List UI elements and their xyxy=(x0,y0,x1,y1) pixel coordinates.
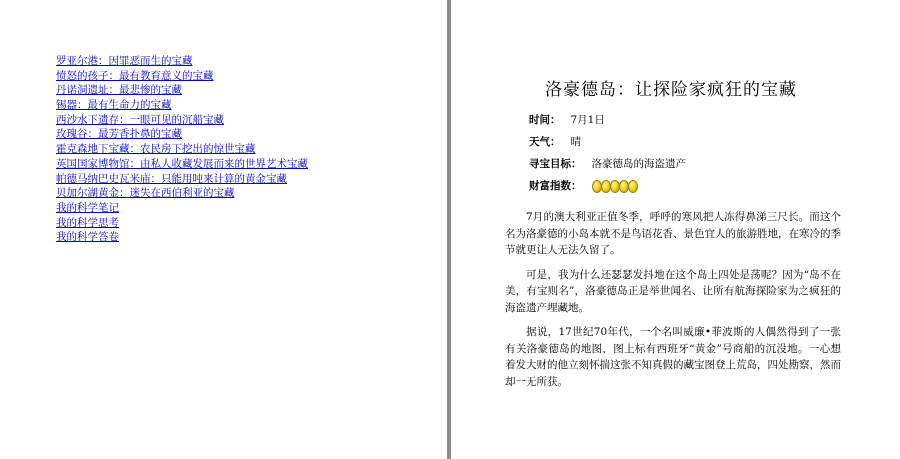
toc-item xyxy=(56,125,447,140)
article-title: 洛豪德岛：让探险家疯狂的宝藏 xyxy=(545,80,797,100)
toc-link[interactable]: 贝加尔湖黄金：迷失在西伯利亚的宝藏 xyxy=(56,187,235,200)
toc-link[interactable]: 西沙水下遗存：一眼可见的沉船宝藏 xyxy=(56,113,224,126)
toc-list xyxy=(56,52,447,243)
meta-target-value: 洛豪德岛的海盗遗产 xyxy=(591,158,686,170)
toc-item xyxy=(56,111,447,126)
meta-target-label: 寻宝目标： xyxy=(529,158,582,170)
toc-link[interactable]: 锡器：最有生命力的宝藏 xyxy=(56,99,172,112)
toc-pane xyxy=(0,0,447,459)
toc-link[interactable]: 英国国家博物馆：由私人收藏发展而来的世界艺术宝藏 xyxy=(56,157,308,170)
toc-link[interactable]: 罗亚尔港：因罪恶而生的宝藏 xyxy=(56,55,193,67)
toc-link[interactable]: 玫瑰谷：最芳香扑鼻的宝藏 xyxy=(56,128,182,141)
meta-target-row xyxy=(529,153,900,175)
meta-time-label: 时间： xyxy=(529,114,561,126)
toc-item xyxy=(56,184,447,199)
toc-link[interactable]: 我的科学答卷 xyxy=(56,231,119,244)
meta-weather-label: 天气： xyxy=(529,136,561,148)
meta-weather-value: 晴 xyxy=(570,136,581,148)
toc-item xyxy=(56,81,447,96)
toc-item xyxy=(56,155,447,170)
toc-item xyxy=(56,96,447,111)
toc-link[interactable]: 我的科学思考 xyxy=(56,216,119,229)
wealth-index-coins xyxy=(592,180,637,193)
content-pane xyxy=(451,0,900,459)
meta-wealth-label: 财富指数： xyxy=(529,180,582,192)
toc-link[interactable]: 丹诺洞遗址：最悲惨的宝藏 xyxy=(56,84,182,97)
toc-item xyxy=(56,170,447,185)
meta-weather-row xyxy=(529,131,900,153)
article-paragraph: 可是，我为什么还瑟瑟发抖地在这个岛上四处是荡呢？因为“岛不在美，有宝则名”，洛豪德岛正是举世闻名、让所有航海探险家为之疯狂的海盗遗产埋藏地。 xyxy=(505,268,841,314)
toc-item xyxy=(56,67,447,82)
meta-time-value: 7月1日 xyxy=(570,114,605,126)
article-body xyxy=(505,209,841,390)
toc-link[interactable]: 我的科学笔记 xyxy=(56,201,119,214)
toc-item xyxy=(56,199,447,214)
toc-link[interactable]: 霍克森地下宝藏：农民房下挖出的惊世宝藏 xyxy=(56,143,256,156)
article-meta xyxy=(529,109,900,197)
toc-link[interactable]: 愤怒的孩子：最有教育意义的宝藏 xyxy=(56,69,214,82)
toc-item xyxy=(56,52,447,67)
meta-wealth-row xyxy=(529,175,900,197)
toc-item xyxy=(56,214,447,229)
article-paragraph: 7月的澳大利亚正值冬季，呼呼的寒风把人冻得鼻涕三尺长。而这个名为洛豪德的小岛本就不是鸟语花香、景色宜人的旅游胜地，在寒冷的季节就更让人无法久留了。 xyxy=(505,211,841,256)
toc-link[interactable]: 帕德马纳巴史瓦米庙：只能用吨来计算的黄金宝藏 xyxy=(56,172,287,185)
toc-item xyxy=(56,228,447,243)
toc-item xyxy=(56,140,447,155)
gold-coin-icon xyxy=(628,180,638,193)
meta-time-row xyxy=(529,109,900,131)
article-paragraph: 据说，17世纪70年代，一个名叫威廉•菲波斯的人偶然得到了一张有关洛豪德岛的地图，图上标有西班牙“黄金”号商船的沉没地。一心想着发大财的他立刻怀揣这张不知真假的藏宝图登上荒岛，四处勘察，然而却一无所获。 xyxy=(505,326,841,388)
